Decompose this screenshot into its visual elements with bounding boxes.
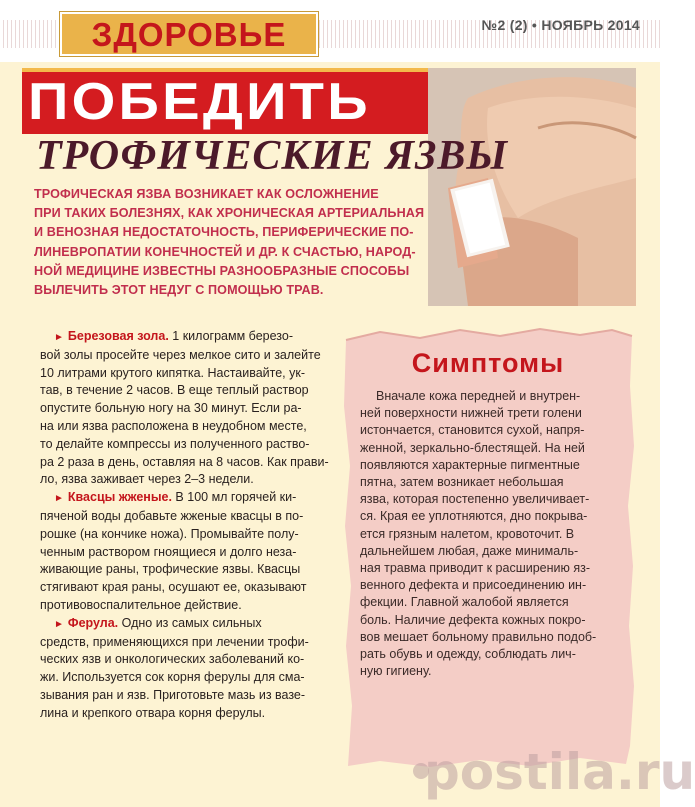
lead-line: И ВЕНОЗНАЯ НЕДОСТАТОЧНОСТЬ, ПЕРИФЕРИЧЕСКИЕ ПО- <box>34 225 414 240</box>
leg-bandage-photo <box>428 68 636 306</box>
symptoms-line: появляются характерные пигментные <box>360 457 580 472</box>
symptoms-line: вов мешает больному правильно подоб- <box>360 629 597 644</box>
symptoms-line: Вначале кожа передней и внутрен- <box>376 389 581 403</box>
symptoms-text <box>360 388 622 680</box>
symptoms-line: боль. Наличие дефекта кожных покро- <box>360 612 586 627</box>
leg-illustration <box>428 68 636 306</box>
remedy-text: В 100 мл горячей ки- <box>171 490 297 505</box>
remedy-line: 10 литрами крутого кипятка. Настаивайте, ук- <box>40 365 306 380</box>
symptoms-line: ней поверхности нижней трети голени <box>360 406 582 421</box>
symptoms-line: дальнейшем любая, даже минималь- <box>360 543 579 558</box>
lead-line: ВЫЛЕЧИТЬ ЭТОТ НЕДУГ С ПОМОЩЬЮ ТРАВ. <box>34 283 324 298</box>
symptoms-line: пятна, затем возникает небольшая <box>360 475 564 490</box>
lead-line: ЛИНЕВРОПАТИИ КОНЕЧНОСТЕЙ И ДР. К СЧАСТЬЮ, НАРОД- <box>34 244 416 259</box>
remedy-text: 1 килограмм березо- <box>168 329 293 343</box>
headline-primary: ПОБЕДИТЬ <box>28 73 371 131</box>
symptoms-line: истончается, становится сухой, напря- <box>360 423 585 438</box>
watermark: postila.ru <box>424 743 695 801</box>
headline-secondary: ТРОФИЧЕСКИЕ ЯЗВЫ <box>36 133 509 179</box>
bullet-arrow-icon: ► <box>54 618 64 630</box>
remedy-line: опустите больную ногу на 30 минут. Если ра- <box>40 401 302 416</box>
lead-line: ПРИ ТАКИХ БОЛЕЗНЯХ, КАК ХРОНИЧЕСКАЯ АРТЕРИАЛЬНАЯ <box>34 206 425 221</box>
remedy-line: то делайте компрессы из полученного раство- <box>40 436 310 451</box>
remedy-text: Одно из самых сильных <box>118 615 262 630</box>
remedy-line: жи. Используется сок корня ферулы для сма- <box>40 670 305 685</box>
remedy-line: рошке (на кончике ножа). Промывайте полу- <box>40 526 299 541</box>
symptoms-sidebar <box>340 326 636 768</box>
remedy-line: лина и крепкого отвара корня ферулы. <box>40 705 266 720</box>
remedy-line: на или язва расположена в неудобном месте, <box>40 418 307 433</box>
remedy-line: тав, в течение 2 часов. В еще теплый раствор <box>40 383 309 398</box>
lead-line: ТРОФИЧЕСКАЯ ЯЗВА ВОЗНИКАЕТ КАК ОСЛОЖНЕНИЕ <box>34 187 379 201</box>
bullet-arrow-icon: ► <box>54 332 64 343</box>
symptoms-line: ная травма приводит к расширению яз- <box>360 561 591 576</box>
remedy-line: противовоспалительное действие. <box>40 597 242 612</box>
symptoms-line: ется грязным налетом, кровоточит. В <box>360 526 575 541</box>
section-label: ЗДОРОВЬЕ <box>60 12 318 56</box>
lead-line: НОЙ МЕДИЦИНЕ ИЗВЕСТНЫ РАЗНООБРАЗНЫЕ СПОСОБЫ <box>34 263 410 278</box>
remedy-line: ческих язв и онкологических заболеваний ко- <box>40 652 305 667</box>
remedy-line: зывания ран и язв. Приготовьте мазь из вазе- <box>40 687 306 702</box>
remedy-line: живающие раны, трофические язвы. Квасцы <box>40 562 301 577</box>
remedy-title: Ферула. <box>67 615 119 630</box>
symptoms-line: язва, которая постепенно увеличивает- <box>360 492 590 507</box>
symptoms-line: ную гигиену. <box>360 664 432 679</box>
remedy-line: вой золы просейте через мелкое сито и залейте <box>40 347 321 362</box>
remedy-line: пяченой воды добавьте жженые квасцы в по- <box>40 508 304 523</box>
issue-info: №2 (2) • НОЯБРЬ 2014 <box>481 17 640 33</box>
remedies-column <box>40 328 329 723</box>
symptoms-line: фекции. Главной жалобой является <box>360 595 569 610</box>
bullet-arrow-icon: ► <box>54 493 64 505</box>
remedy-title: Березовая зола. <box>67 329 169 343</box>
remedy-heading-line <box>54 615 324 634</box>
remedy-heading-line <box>54 328 324 347</box>
symptoms-line: рать обувь и одежду, соблюдать лич- <box>360 647 576 662</box>
symptoms-line: женной, зеркально-блестящей. На ней <box>360 440 585 455</box>
remedy-heading-line <box>54 489 324 508</box>
symptoms-line: ся. Края ее уплотняются, дно покрыва- <box>360 509 588 524</box>
remedy-title: Квасцы жженые. <box>67 490 172 505</box>
remedy-line: средств, применяющихся при лечении трофи- <box>40 634 309 649</box>
lead-paragraph <box>34 185 430 300</box>
remedy-line: стягивают края раны, осушают ее, оказывают <box>40 580 307 595</box>
remedy-line: ра 2 раза в день, оставляя на 8 часов. Как прави- <box>40 454 329 469</box>
symptoms-title: Симптомы <box>411 348 565 378</box>
remedy-line: ченным раствором гноящиеся и долго неза- <box>40 544 297 559</box>
remedy-line: ло, язва заживает через 2–3 недели. <box>40 472 254 487</box>
symptoms-line: венного дефекта и присоединению ин- <box>360 578 587 593</box>
